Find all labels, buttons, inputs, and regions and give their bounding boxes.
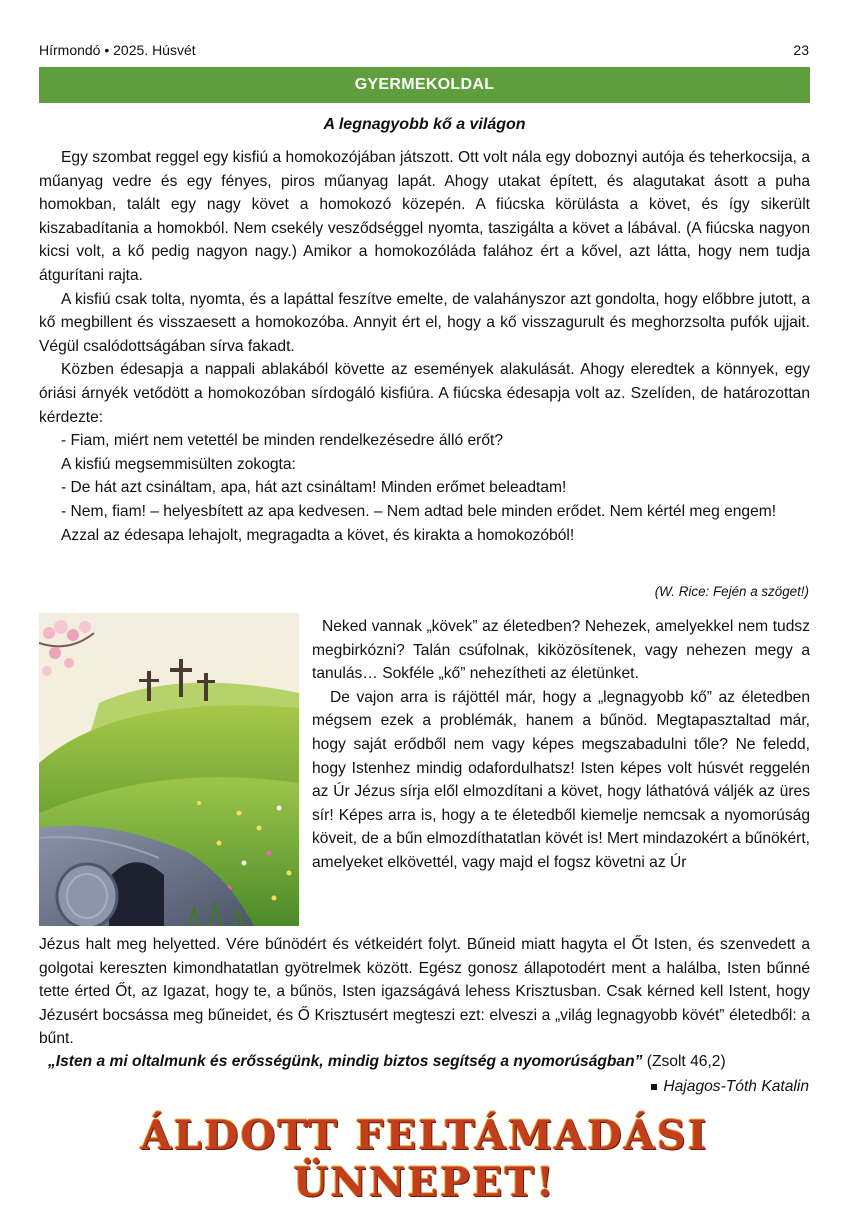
author-signature [651,1078,809,1096]
author-name: Hajagos-Tóth Katalin [663,1078,809,1095]
reflection-paragraph: Neked vannak „kövek” az életedben? Nehezek, amelyekkel nem tudsz megbirkózni? Talán csúfolnak, kiközösítenek, vagy nehezen megy a tanulás… Sokféle „kő” nehezítheti az életünket. [312,618,810,683]
story-paragraph: - De hát azt csináltam, apa, hát azt csináltam! Minden erőmet beleadtam! [61,479,567,497]
page-number: 23 [793,42,809,58]
reflection-bottom-text [39,933,810,1051]
story-paragraph: - Nem, fiam! – helyesbített az apa kedvesen. – Nem adtad bele minden erődet. Nem kértél meg engem! [61,502,777,520]
page-header [39,42,809,62]
verse-reference: (Zsolt 46,2) [646,1053,726,1070]
story-paragraph: - Fiam, miért nem vetettél be minden rendelkezésedre álló erőt? [61,432,504,450]
publication-name: Hírmondó • 2025. Húsvét [39,42,196,58]
reflection-side-text [312,615,810,875]
empty-tomb-illustration [39,613,299,926]
verse-quote: „Isten a mi oltalmunk és erősségünk, mindig biztos segítség a nyomorúságban” [48,1053,643,1070]
story-paragraph: Közben édesapja a nappali ablakából követte az események alakulását. Ahogy eleredtek a könnyek, egy óriási árnyék vetődött a homokozóban sírdogáló kisfiúra. A fiúcska édesapja volt az. Szelíden, de határozottan kérdezte: [39,361,810,426]
reflection-paragraph: De vajon arra is rájöttél már, hogy a „legnagyobb kő” az életedben mégsem ezek a problémák, hanem a bűnöd. Megtapasztaltad már, hogy saját erődből nem vagy képes megszabadulni tőle? Ne feledd, hogy Istenhez mindig odafordulhatsz! Isten képes volt húsvét reggelén az Úr Jézus sírja elől elmozdítani a követ, hogy láthatóvá váljék az üres sír! Képes arra is, hogy a te életedből kiemelje nemcsak a nyomorúság köveit, de a bűn elmozdíthatatlan kövét is! Mert mindazokért a bűnökért, amelyeket elkövettél, vagy majd el fogsz követni az Úr [312,688,810,871]
easter-illustration [39,613,299,926]
story-paragraph: A kisfiú megsemmisülten zokogta: [61,455,296,473]
story-paragraph: Egy szombat reggel egy kisfiú a homokozójában játszott. Ott volt nála egy doboznyi autója és teherkocsija, a műanyag vedre és egy fényes, piros műanyag lapát. Ahogy utakat épített, és alagutakat ásott a puha homokban, talált egy nagy követ a homokozó közepén. A fiúcska körülásta a követ, és így sikerült kiszabadítania a homokból. Nem csekély vesződséggel nyomta, taszigálta a követ a lábával. (A fiúcska nagyon kicsi volt, a kő pedig nagyon nagy.) Amikor a homokozóláda falához ért a kővel, azt látta, hogy nem tudja átgurítani rajta. [39,149,810,284]
easter-greeting: ÁLDOTT FELTÁMADÁSI ÜNNEPET! [140,1112,709,1206]
story-body [39,146,810,547]
reflection-paragraph: Jézus halt meg helyetted. Vére bűnödért és vétkeidért folyt. Bűneid miatt hagyta el Őt Isten, és szenvedett a golgotai kereszten kimondhatatlan gyötrelmek között. Egész gonosz állapotodért ment a halálba, Isten bűnné tette érted Őt, az Igazat, hogy te, a bűnös, Isten igazságává lehess Krisztusban. Csak kérned kell Istent, hogy Jézusért bocsássa meg bűneidet, és Ő Krisztusért megteszi ezt: elveszi a „világ legnagyobb kövét” életedből: a bűnt. [39,936,810,1048]
square-bullet-icon [651,1084,657,1090]
story-paragraph: Azzal az édesapa lehajolt, megragadta a követ, és kirakta a homokozóból! [61,526,575,544]
section-banner: GYERMEKOLDAL [39,67,810,103]
story-source: (W. Rice: Fején a szöget!) [654,584,809,599]
story-title: A legnagyobb kő a világon [323,116,526,133]
bible-verse [48,1053,726,1071]
story-paragraph: A kisfiú csak tolta, nyomta, és a lapáttal feszítve emelte, de valahányszor azt gondolta, hogy előbbre jutott, a kő megbillent és visszaesett a homokozóba. Annyit ért el, hogy a kő visszagurult és meghorzsolta pufók ujjait. Végül csalódottságában sírva fakadt. [39,290,810,355]
